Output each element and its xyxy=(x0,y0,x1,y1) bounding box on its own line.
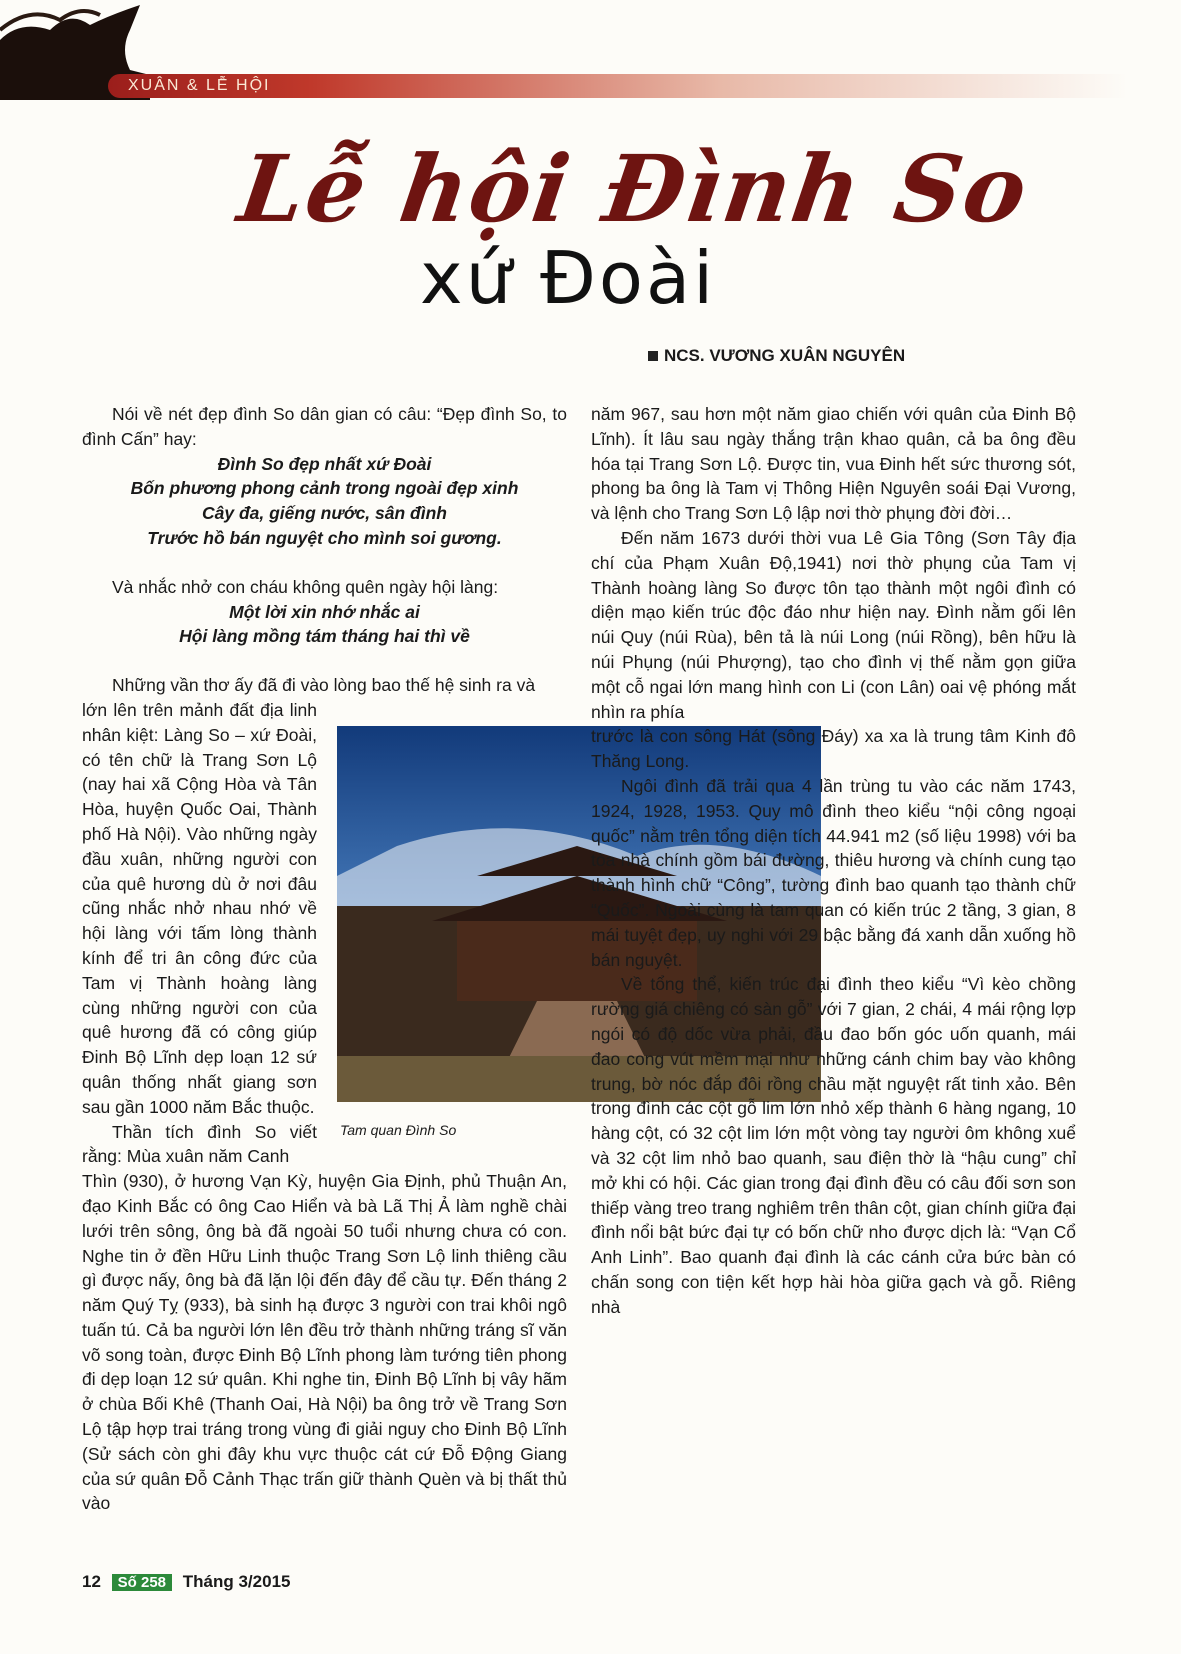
paragraph: năm 967, sau hơn một năm giao chiến với quân của Đinh Bộ Lĩnh). Ít lâu sau ngày thắng trận khao quân, cả ba ông đều hóa tại Trang Sơn Lộ. Được tin, vua Đinh hết sức thương sót, phong ba ông là Tam vị Thông Hiện Nguyên soái Đại Vương, và lệnh cho Trang Sơn Lộ lập nơi thờ phụng đời đời… xyxy=(591,404,1076,524)
paragraph: Những vần thơ ấy đã đi vào lòng bao thế hệ sinh ra và xyxy=(112,675,536,696)
verse-line: Một lời xin nhớ nhắc ai xyxy=(229,601,420,622)
title-line1: Lễ hội Đình So xyxy=(232,135,1036,243)
paragraph: Và nhắc nhở con cháu không quên ngày hội làng: xyxy=(112,576,499,597)
section-bar xyxy=(108,74,1128,98)
page-number: 12 xyxy=(82,1572,101,1591)
photo-caption: Tam quan Đình So xyxy=(340,1122,457,1138)
title-line2: xứ Đoài xyxy=(420,236,717,320)
verse-line: Hội làng mồng tám tháng hai thì về xyxy=(179,626,470,647)
verse-line: Cây đa, giếng nước, sân đình xyxy=(202,503,447,524)
paragraph: trước là con sông Hát (sông Đáy) xa xa là trung tâm Kinh đô Thăng Long. xyxy=(591,726,1076,772)
footer xyxy=(82,1572,290,1592)
right-column xyxy=(591,402,1076,1319)
verse-line: Bốn phương phong cảnh trong ngoài đẹp xinh xyxy=(130,478,519,499)
verse-line: Trước hồ bán nguyệt cho mình soi gương. xyxy=(147,527,502,548)
section-label: XUÂN & LỄ HỘI xyxy=(128,77,271,94)
paragraph: lớn lên trên mảnh đất địa linh nhân kiệt: Làng So – xứ Đoài, có tên chữ là Trang Sơn Lộ (nay hai xã Cộng Hòa và Tân Hòa, huyện Quốc Oai, Thành phố Hà Nội). Vào những ngày đầu xuân, những người con của quê hương dù ở nơi đâu cũng nhắc nhở nhau nhớ về hội làng với tấm lòng thành kính để tri ân công đức của Tam vị Thành hoàng làng cùng những người con của quê hương đã có công giúp Đinh Bộ Lĩnh dẹp loạn 12 sứ quân thống nhất giang sơn sau gần 1000 năm Bắc thuộc. xyxy=(82,699,317,1117)
paragraph: Nói về nét đẹp đình So dân gian có câu: “Đẹp đình So, to đình Cấn” hay: xyxy=(82,404,567,449)
verse-line: Đình So đẹp nhất xứ Đoài xyxy=(217,453,432,474)
issue-date: Tháng 3/2015 xyxy=(182,1572,291,1591)
paragraph: Về tổng thể, kiến trúc đại đình theo kiểu “Vì kèo chồng rường giá chiêng có sàn gỗ” với 7 gian, 2 chái, 4 mái rộng lợp ngói có độ dốc vừa phải, đầu đao bốn góc uốn quanh, mái đao cong vút mềm mại như những cánh chim bay vào không trung, bờ nóc đắp đôi rồng chầu mặt nguyệt rất tinh xảo. Bên trong đình các cột gỗ lim lớn nhỏ xếp thành 6 hàng ngang, 10 hàng cột, có 32 cột lim lớn một vòng tay người ôm không xuể và 32 cột lim nhỏ bao quanh, sau điện thờ là “hậu cung” chỉ mở khi có hội. Các gian trong đại đình đều có câu đối sơn son thiếp vàng treo trang nghiêm trên thân cột, gian chính giữa đại đình nổi bật bức đại tự có bốn chữ nho được dịch là: “Vạn Cổ Anh Linh”. Bao quanh đại đình là các cánh cửa bức bàn có chấn song con tiện kết hợp hài hòa giữa gạch và gỗ. Riêng nhà xyxy=(591,974,1076,1317)
paragraph: Thần tích đình So viết rằng: Mùa xuân năm Canh xyxy=(82,1121,317,1167)
author: NCS. VƯƠNG XUÂN NGUYÊN xyxy=(648,346,905,366)
paragraph: Ngôi đình đã trải qua 4 lần trùng tu vào các năm 1743, 1924, 1928, 1953. Quy mô đình theo kiểu “nội công ngoại quốc” nằm trên tổng diện tích 44.941 m2 (số liệu 1998) với ba tòa nhà chính gồm bái đường, thiêu hương và chính cung tạo thành hình chữ “Công”, tường đình bao quanh tạo thành chữ “Quốc”. Ngoài cùng là tam quan có kiến trúc 2 tầng, 3 gian, 8 mái tuyệt đẹp, uy nghi với 29 bậc bằng đá xanh dẫn xuống hồ bán nguyệt. xyxy=(591,775,1076,970)
issue-badge: Số 258 xyxy=(112,1574,172,1591)
paragraph: Thìn (930), ở hương Vạn Kỳ, huyện Gia Định, phủ Thuận An, đạo Kinh Bắc có ông Cao Hiển và bà Lã Thị Ả làm nghề chài lưới trên sông, ông bà đã ngoài 50 tuổi nhưng chưa có con. Nghe tin ở đền Hữu Linh thuộc Trang Sơn Lộ linh thiêng cầu gì được nấy, ông bà đã lặn lội đến đây để cầu tự. Đến tháng 2 năm Quý Tỵ (933), bà sinh hạ được 3 người con trai khôi ngô tuấn tú. Cả ba người lớn lên đều trở thành những tráng sĩ văn võ song toàn, được Đinh Bộ Lĩnh phong làm tướng tiên phong đi dẹp loạn 12 sứ quân. Khi nghe tin, Đinh Bộ Lĩnh bị vây hãm ở chùa Bối Khê (Thanh Oai, Hà Nội) ba ông trở về Trang Sơn Lộ tập hợp trai tráng trong vùng đi giải nguy cho Đinh Bộ Lĩnh (Sử sách còn ghi đây khu vực thuộc cát cứ Đỗ Động Giang của sứ quân Đỗ Cảnh Thạc trấn giữ thành Quèn và bị thất thủ vào xyxy=(82,1171,567,1514)
paragraph: Đến năm 1673 dưới thời vua Lê Gia Tông (Sơn Tây địa chí của Phạm Xuân Độ,1941) nơi thờ phụng của Tam vị Thành hoàng làng So được tôn tạo thành một ngôi đình có diện mạo kiến trúc độc đáo như hiện nay. Đình nằm gối lên núi Quy (núi Rùa), bên tả là núi Long (núi Rồng), bên hữu là núi Phụng (núi Phượng), tạo cho đình vị thế nằm gọn giữa một cỗ ngai lớn mang hình con Li (con Lân) oai vệ phóng mắt nhìn ra phía xyxy=(591,527,1076,722)
